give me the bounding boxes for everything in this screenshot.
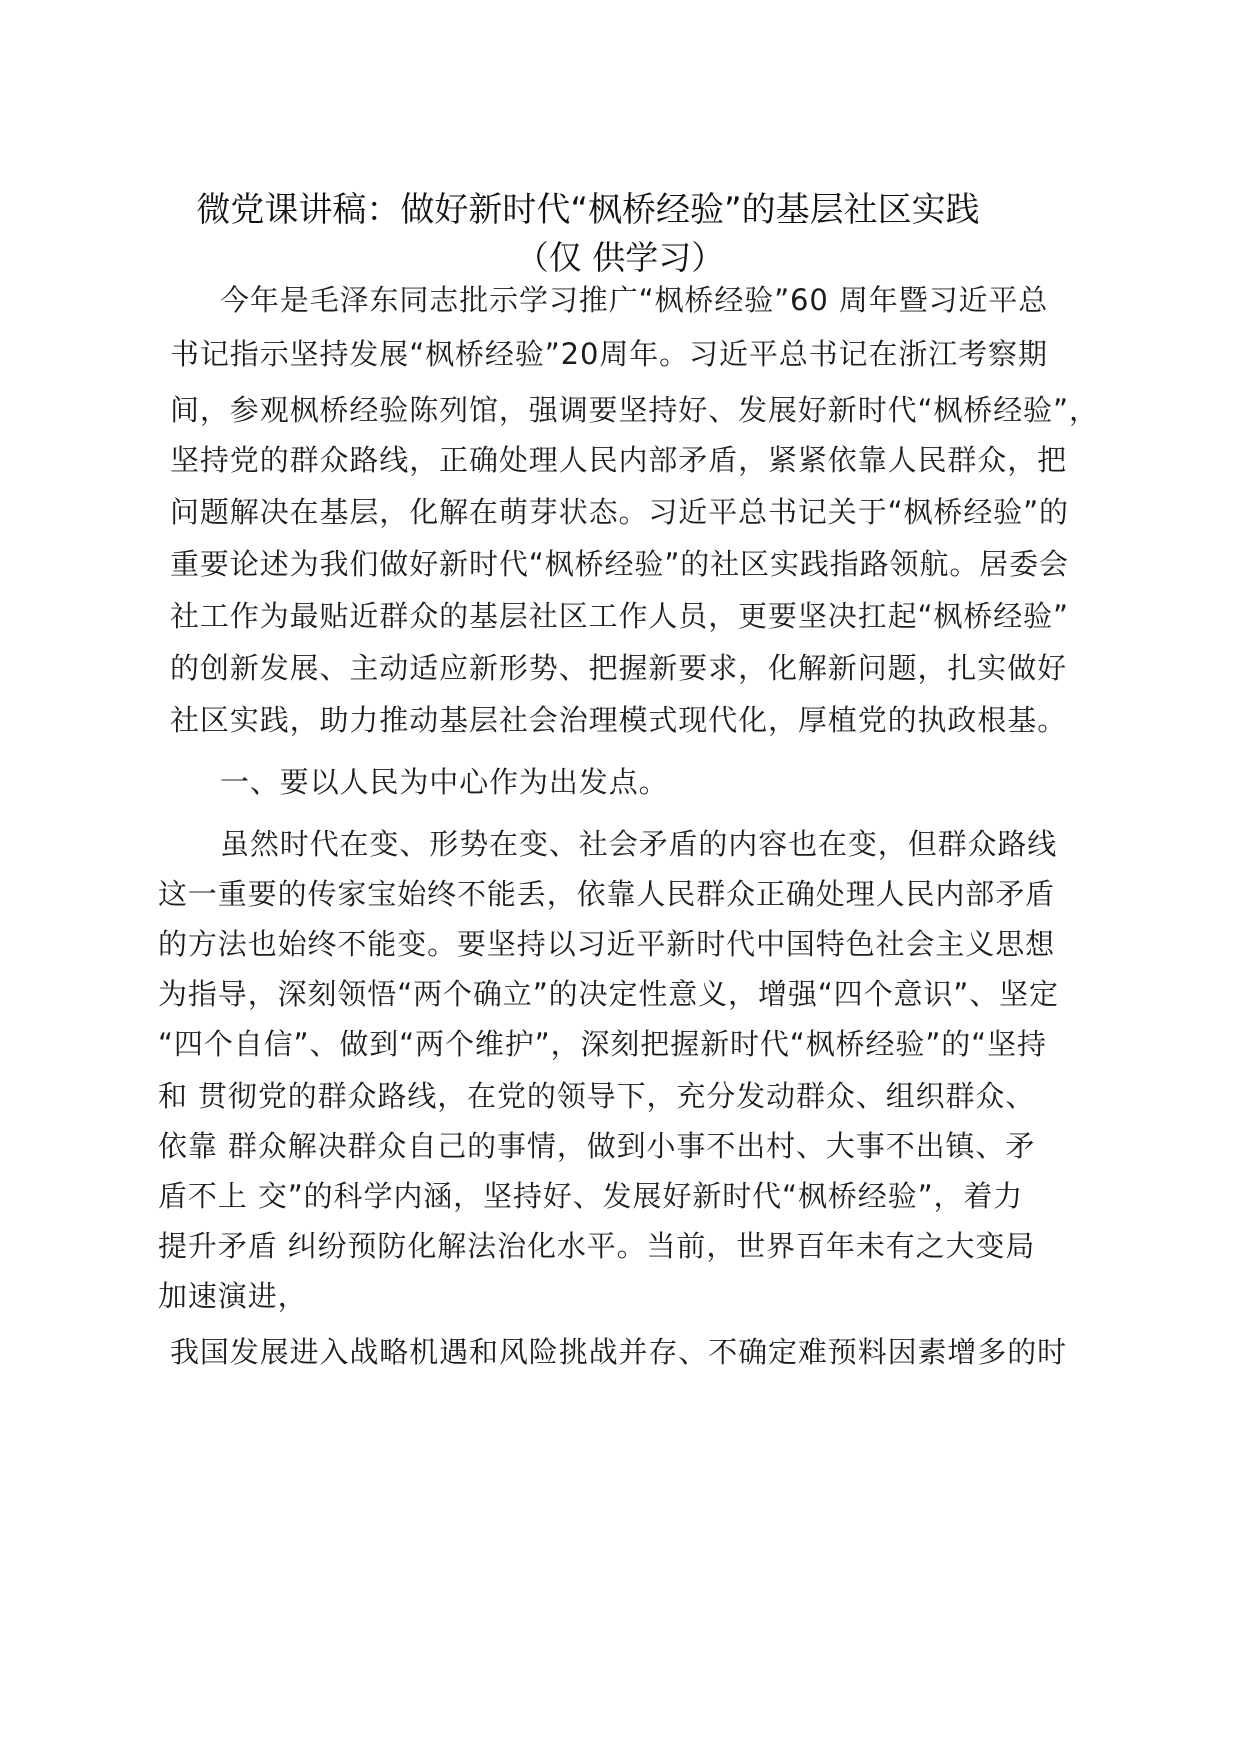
body-line: 的创新发展、主动适应新形势、把握新要求，化解新问题，扎实做好 bbox=[170, 651, 1068, 685]
body-line: 今年是毛泽东同志批示学习推广“枫桥经验”60 周年暨习近平总 bbox=[220, 283, 1049, 317]
body-line: 坚持党的群众路线，正确处理人民内部矛盾，紧紧依靠人民群众，把 bbox=[170, 443, 1068, 477]
body-line: 为指导，深刻领悟“两个确立”的决定性意义，增强“四个意识”、坚定 bbox=[158, 977, 1059, 1011]
document-title: 微党课讲稿：做好新时代“枫桥经验”的基层社区实践 bbox=[196, 190, 980, 230]
body-line: 社区实践，助力推动基层社会治理模式现代化，厚植党的执政根基。 bbox=[170, 703, 1068, 737]
body-line: 我国发展进入战略机遇和风险挑战并存、不确定难预料因素增多的时 bbox=[170, 1335, 1068, 1369]
document-subtitle: （仅 供学习） bbox=[515, 238, 725, 277]
body-line: 重要论述为我们做好新时代“枫桥经验”的社区实践指路领航。居委会 bbox=[170, 547, 1069, 581]
section-heading: 一、要以人民为中心作为出发点。 bbox=[220, 765, 669, 799]
body-line: 这一重要的传家宝始终不能丢，依靠人民群众正确处理人民内部矛盾 bbox=[158, 877, 1056, 911]
body-line: 间，参观枫桥经验陈列馆，强调要坚持好、发展好新时代“枫桥经验”， bbox=[170, 393, 1099, 427]
body-line: “四个自信”、做到“两个维护”，深刻把握新时代“枫桥经验”的“坚持 bbox=[158, 1027, 1047, 1061]
body-line: 盾不上 交”的科学内涵，坚持好、发展好新时代“枫桥经验”，着力 bbox=[158, 1179, 1024, 1213]
body-line: 提升矛盾 纠纷预防化解法治化水平。当前，世界百年未有之大变局 bbox=[158, 1229, 1036, 1263]
body-line: 和 贯彻党的群众路线，在党的领导下，充分发动群众、组织群众、 bbox=[158, 1079, 1036, 1113]
body-line: 虽然时代在变、形势在变、社会矛盾的内容也在变，但群众路线 bbox=[220, 827, 1058, 861]
body-line: 问题解决在基层，化解在萌芽状态。习近平总书记关于“枫桥经验”的 bbox=[170, 495, 1069, 529]
body-line: 社工作为最贴近群众的基层社区工作人员，更要坚决扛起“枫桥经验” bbox=[170, 599, 1069, 633]
body-line: 依靠 群众解决群众自己的事情，做到小事不出村、大事不出镇、矛 bbox=[158, 1129, 1036, 1163]
body-line: 的方法也始终不能变。要坚持以习近平新时代中国特色社会主义思想 bbox=[158, 927, 1056, 961]
body-line: 书记指示坚持发展“枫桥经验”20周年。习近平总书记在浙江考察期 bbox=[170, 337, 1048, 371]
body-line: 加速演进， bbox=[158, 1279, 308, 1313]
